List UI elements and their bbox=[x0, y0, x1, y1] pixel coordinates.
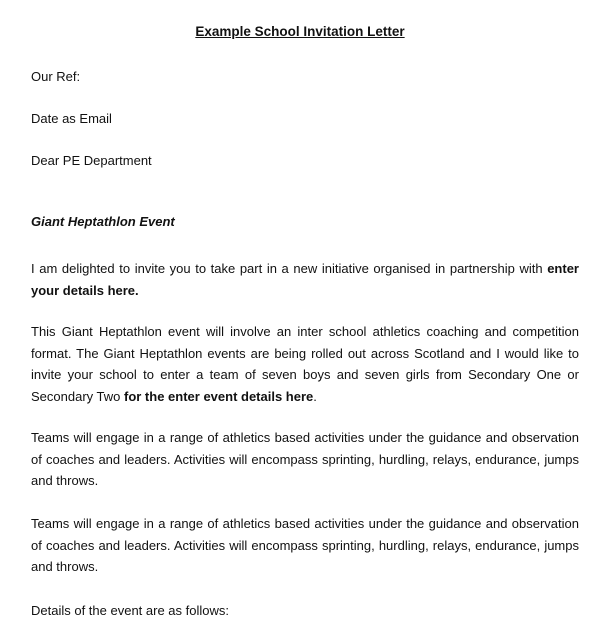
paragraph-intro bbox=[31, 258, 579, 301]
paragraph-activities-1: Teams will engage in a range of athletics based activities under the guidance and observation of coaches and leaders. Activities will encompass sprinting, hurdling, relays, endurance, jumps and throws. bbox=[31, 430, 579, 488]
our-ref-line: Our Ref: bbox=[31, 69, 81, 84]
paragraph-intro-text: I am delighted to invite you to take part in a new initiative organised in partnership with bbox=[31, 261, 548, 276]
paragraph-event-bold: for the enter event details here bbox=[123, 388, 314, 404]
salutation-line: Dear PE Department bbox=[31, 153, 152, 168]
paragraph-event-description bbox=[31, 321, 579, 407]
letter-title: Example School Invitation Letter bbox=[195, 24, 405, 39]
paragraph-event-tail: . bbox=[313, 388, 317, 404]
date-line: Date as Email bbox=[31, 111, 112, 126]
paragraph-event-text: This Giant Heptathlon event will involve an inter school athletics coaching and competition format. The Giant Heptathlon events are being rolled out across Scotland and I would like to invite your school to enter a team of seven boys and seven girls from Secondary One or Secondary Two bbox=[31, 324, 579, 404]
paragraph-activities-2: Teams will engage in a range of athletics based activities under the guidance and observation of coaches and leaders. Activities will encompass sprinting, hurdling, relays, endurance, jumps and throws. bbox=[31, 516, 579, 574]
paragraph-intro-bold: enter your details here. bbox=[31, 261, 579, 298]
details-intro-line: Details of the event are as follows: bbox=[31, 603, 229, 618]
event-heading: Giant Heptathlon Event bbox=[31, 214, 175, 229]
